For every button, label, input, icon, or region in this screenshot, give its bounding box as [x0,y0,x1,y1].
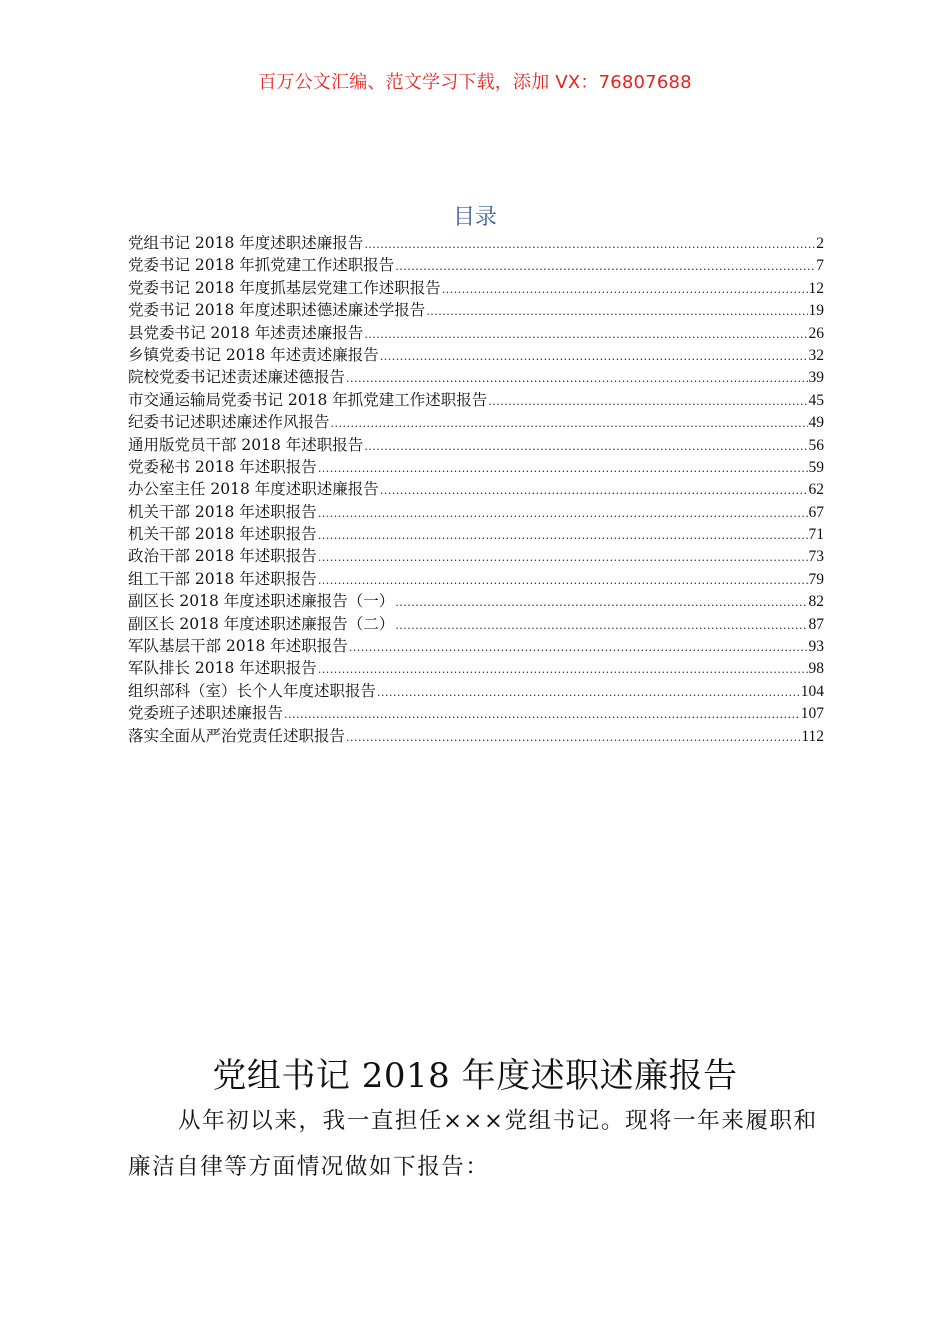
toc-entry-label: 乡镇党委书记 2018 年述责述廉报告 [128,345,379,364]
toc-entry-page-number: 19 [808,302,824,320]
toc-entry-page-number: 26 [808,324,824,342]
toc-entry-label: 军队基层干部 2018 年述职报告 [128,637,348,656]
toc-dot-leader [349,637,808,659]
toc-entry[interactable] [128,523,824,545]
toc-dot-leader [346,727,800,749]
toc-dot-leader [380,346,808,368]
toc-entry[interactable] [128,344,824,366]
toc-entry[interactable] [128,411,824,433]
toc-entry-label: 市交通运输局党委书记 2018 年抓党建工作述职报告 [128,390,488,409]
toc-entry-page-number: 79 [808,570,824,588]
toc-entry-label: 办公室主任 2018 年度述职述廉报告 [128,480,379,499]
toc-entry-page-number: 71 [808,526,824,544]
toc-entry-page-number: 45 [808,391,824,409]
toc-entry[interactable] [128,501,824,523]
toc-entry[interactable] [128,254,824,276]
toc-entry[interactable] [128,613,824,635]
toc-entry-label: 军队排长 2018 年述职报告 [128,659,317,678]
toc-entry[interactable] [128,635,824,657]
toc-entry-page-number: 93 [808,638,824,656]
toc-entry[interactable] [128,478,824,500]
toc-entry-page-number: 62 [808,481,824,499]
toc-dot-leader [426,301,807,323]
toc-entry-page-number: 12 [808,279,824,297]
toc-entry-page-number: 39 [808,369,824,387]
toc-dot-leader [488,391,807,413]
toc-entry-label: 副区长 2018 年度述职述廉报告（二） [128,614,395,633]
toc-entry[interactable] [128,456,824,478]
toc-entry[interactable] [128,568,824,590]
toc-dot-leader [346,368,807,390]
toc-dot-leader [318,659,808,681]
toc-entry-page-number: 67 [808,503,824,521]
toc-entry-page-number: 73 [808,548,824,566]
toc-entry[interactable] [128,702,824,724]
toc-entry[interactable] [128,434,824,456]
toc-entry-page-number: 49 [808,414,824,432]
toc-entry[interactable] [128,590,824,612]
toc-entry[interactable] [128,680,824,702]
toc-entry-page-number: 7 [816,257,824,275]
toc-entry[interactable] [128,389,824,411]
toc-dot-leader [318,570,808,592]
toc-entry-page-number: 59 [808,458,824,476]
toc-entry-label: 党组书记 2018 年度述职述廉报告 [128,234,364,252]
toc-entry-page-number: 56 [808,436,824,454]
toc-entry-label: 党委秘书 2018 年述职报告 [128,457,317,476]
toc-entry-page-number: 107 [800,705,824,723]
toc-dot-leader [331,413,808,435]
toc-entry[interactable] [128,725,824,747]
toc-dot-leader [395,592,807,614]
toc-entry-page-number: 2 [816,235,824,252]
table-of-contents [128,232,824,747]
toc-dot-leader [395,256,815,278]
toc-entry[interactable] [128,277,824,299]
toc-entry-page-number: 82 [808,593,824,611]
toc-dot-leader [318,525,808,547]
report-title: 党组书记 2018 年度述职述廉报告 [212,1056,738,1096]
toc-dot-leader [364,436,807,458]
report-intro-paragraph: 从年初以来，我一直担任×××党组书记。现将一年来履职和廉洁自律等方面情况做如下报告： [128,1108,818,1180]
toc-dot-leader [284,704,800,726]
toc-entry-page-number: 112 [801,727,824,745]
toc-entry-page-number: 32 [808,346,824,364]
toc-dot-leader [318,547,808,569]
toc-entry-label: 党委书记 2018 年度抓基层党建工作述职报告 [128,278,441,297]
toc-entry[interactable] [128,322,824,344]
toc-dot-leader [442,279,808,301]
toc-entry-label: 副区长 2018 年度述职述廉报告（一） [128,592,395,611]
toc-dot-leader [380,480,808,502]
header-watermark-text: 百万公文汇编、范文学习下载，添加 VX：76807688 [258,72,692,93]
toc-entry-label: 组工干部 2018 年述职报告 [128,569,317,588]
toc-entry-page-number: 87 [808,615,824,633]
toc-entry-label: 党委书记 2018 年抓党建工作述职报告 [128,256,395,275]
toc-entry-label: 落实全面从严治党责任述职报告 [128,726,346,745]
toc-entry-label: 党委书记 2018 年度述职述德述廉述学报告 [128,301,426,320]
toc-dot-leader [364,234,815,256]
toc-entry[interactable] [128,545,824,567]
toc-entry[interactable] [128,299,824,321]
toc-entry-label: 院校党委书记述责述廉述德报告 [128,368,346,387]
toc-entry-label: 县党委书记 2018 年述责述廉报告 [128,323,364,342]
toc-entry-label: 机关干部 2018 年述职报告 [128,525,317,544]
toc-entry-label: 通用版党员干部 2018 年述职报告 [128,435,364,454]
toc-entry-label: 机关干部 2018 年述职报告 [128,502,317,521]
toc-dot-leader [318,503,808,525]
toc-dot-leader [377,682,800,704]
toc-entry-label: 党委班子述职述廉报告 [128,704,284,723]
toc-dot-leader [395,615,807,637]
toc-entry[interactable] [128,657,824,679]
toc-entry[interactable] [128,366,824,388]
toc-entry[interactable] [128,232,824,254]
toc-entry-page-number: 104 [800,682,824,700]
toc-title: 目录 [452,205,497,230]
toc-dot-leader [318,458,808,480]
toc-entry-label: 纪委书记述职述廉述作风报告 [128,413,330,432]
toc-entry-page-number: 98 [808,660,824,678]
toc-entry-label: 政治干部 2018 年述职报告 [128,547,317,566]
toc-dot-leader [364,324,807,346]
toc-entry-label: 组织部科（室）长个人年度述职报告 [128,681,377,700]
